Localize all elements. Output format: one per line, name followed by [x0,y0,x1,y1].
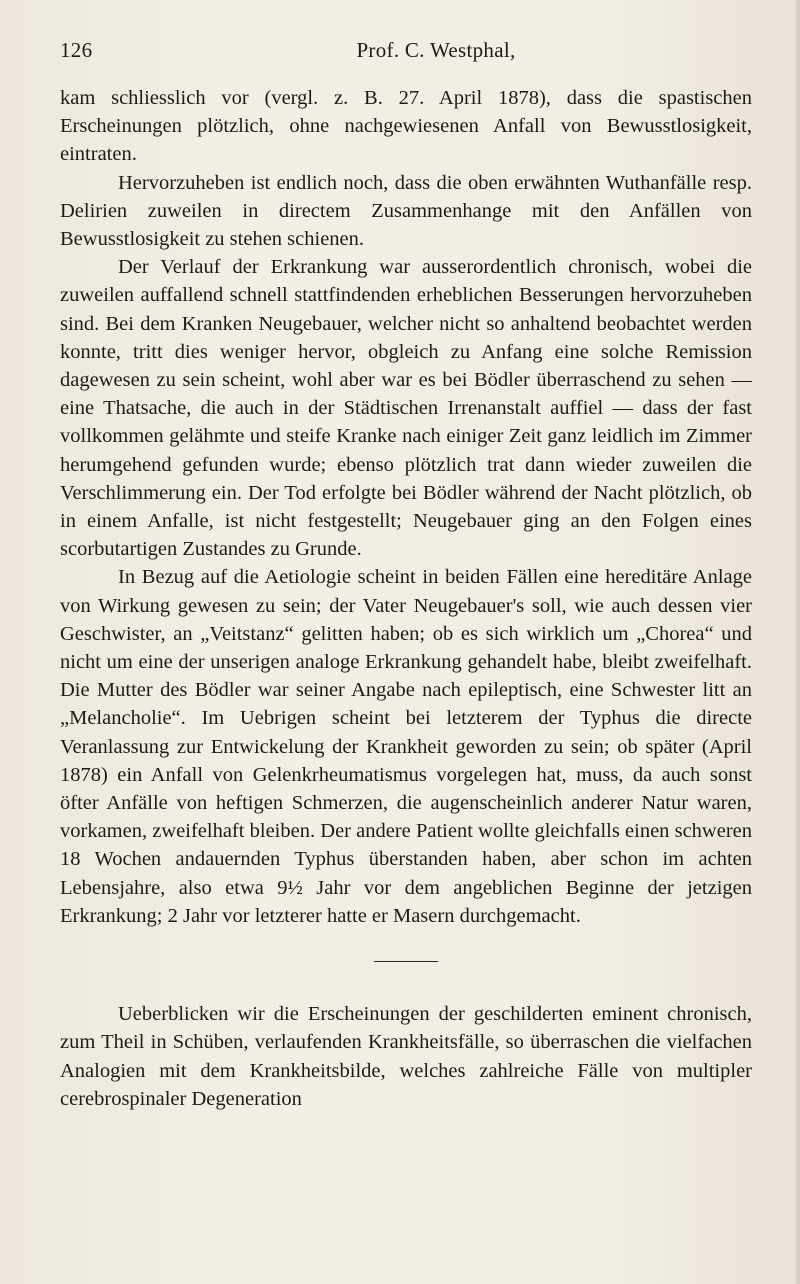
paragraph-2: Hervorzuheben ist endlich noch, dass die oben erwähnten Wuthanfälle resp. Delirien zuweilen in directem Zusammenhange mit den Anfällen von Bewusstlosigkeit zu stehen schienen. [60,171,752,251]
text-block-after-rule [60,1000,752,1113]
body-text [60,84,752,1113]
section-divider [374,961,438,962]
paragraph-4: In Bezug auf die Aetiologie scheint in beiden Fällen eine hereditäre Anlage von Wirkung gewesen zu sein; der Vater Neugebauer's soll, wie auch dessen vier Geschwister, an „Veitstanz“ gelitten haben; ob es sich wirklich um „Chorea“ und nicht um eine der unserigen analoge Erkrankung gehandelt habe, bleibt zweifelhaft. Die Mutter des Bödler war seiner Angabe nach epileptisch, eine Schwester litt an „Melancholie“. Im Uebrigen scheint bei letzterem der Typhus die directe Veranlassung zur Entwickelung der Krankheit geworden zu sein; ob später (April 1878) ein Anfall von Gelenkrheumatismus vorgelegen hat, muss, da auch sonst öfter Anfälle von heftigen Schmerzen, die augenscheinlich anderer Natur waren, vorkamen, zweifelhaft bleiben. Der andere Patient wollte gleichfalls einen schweren 18 Wochen andauernden Typhus überstanden haben, aber schon im achten Lebensjahre, also etwa 9½ Jahr vor dem angeblichen Beginne der jetzigen Erkrankung; 2 Jahr vor letzterer hatte er Masern durchgemacht. [60,566,752,927]
page-header [60,38,752,72]
page-edge [796,0,800,1284]
paragraph-5: Ueberblicken wir die Erscheinungen der geschilderten eminent chronisch, zum Theil in Schüben, verlaufenden Krankheitsfälle, so überraschen die vielfachen Analogien mit dem Krankheitsbilde, welches zahlreiche Fälle von multipler cerebrospinaler Degeneration [60,1003,752,1110]
page-number: 126 [60,38,93,62]
running-head: Prof. C. Westphal, [356,38,516,62]
paragraph-3: Der Verlauf der Erkrankung war ausserordentlich chronisch, wobei die zuweilen auffallend schnell stattfindenden erheblichen Besserungen hervorzuheben sind. Bei dem Kranken Neugebauer, welcher nicht so anhaltend beobachtet werden konnte, tritt dies weniger hervor, obgleich zu Anfang eine solche Remission dagewesen zu sein scheint, wohl aber war es bei Bödler überraschend zu sehen — eine Thatsache, die auch in der Städtischen Irrenanstalt auffiel — dass der fast vollkommen gelähmte und steife Kranke nach einiger Zeit ganz leidlich im Zimmer herumgehend gefunden wurde; ebenso plötzlich trat dann wieder zuweilen die Verschlimmerung ein. Der Tod erfolgte bei Bödler während der Nacht plötzlich, ob in einem Anfalle, ist nicht festgestellt; Neugebauer ging an den Folgen eines scorbutartigen Zustandes zu Grunde. [60,256,752,561]
paragraph-1: kam schliesslich vor (vergl. z. B. 27. April 1878), dass die spastischen Erscheinungen plötzlich, ohne nachgewiesenen Anfall von Bewusstlosigkeit, eintraten. [60,87,752,166]
text-block-main [60,84,752,930]
